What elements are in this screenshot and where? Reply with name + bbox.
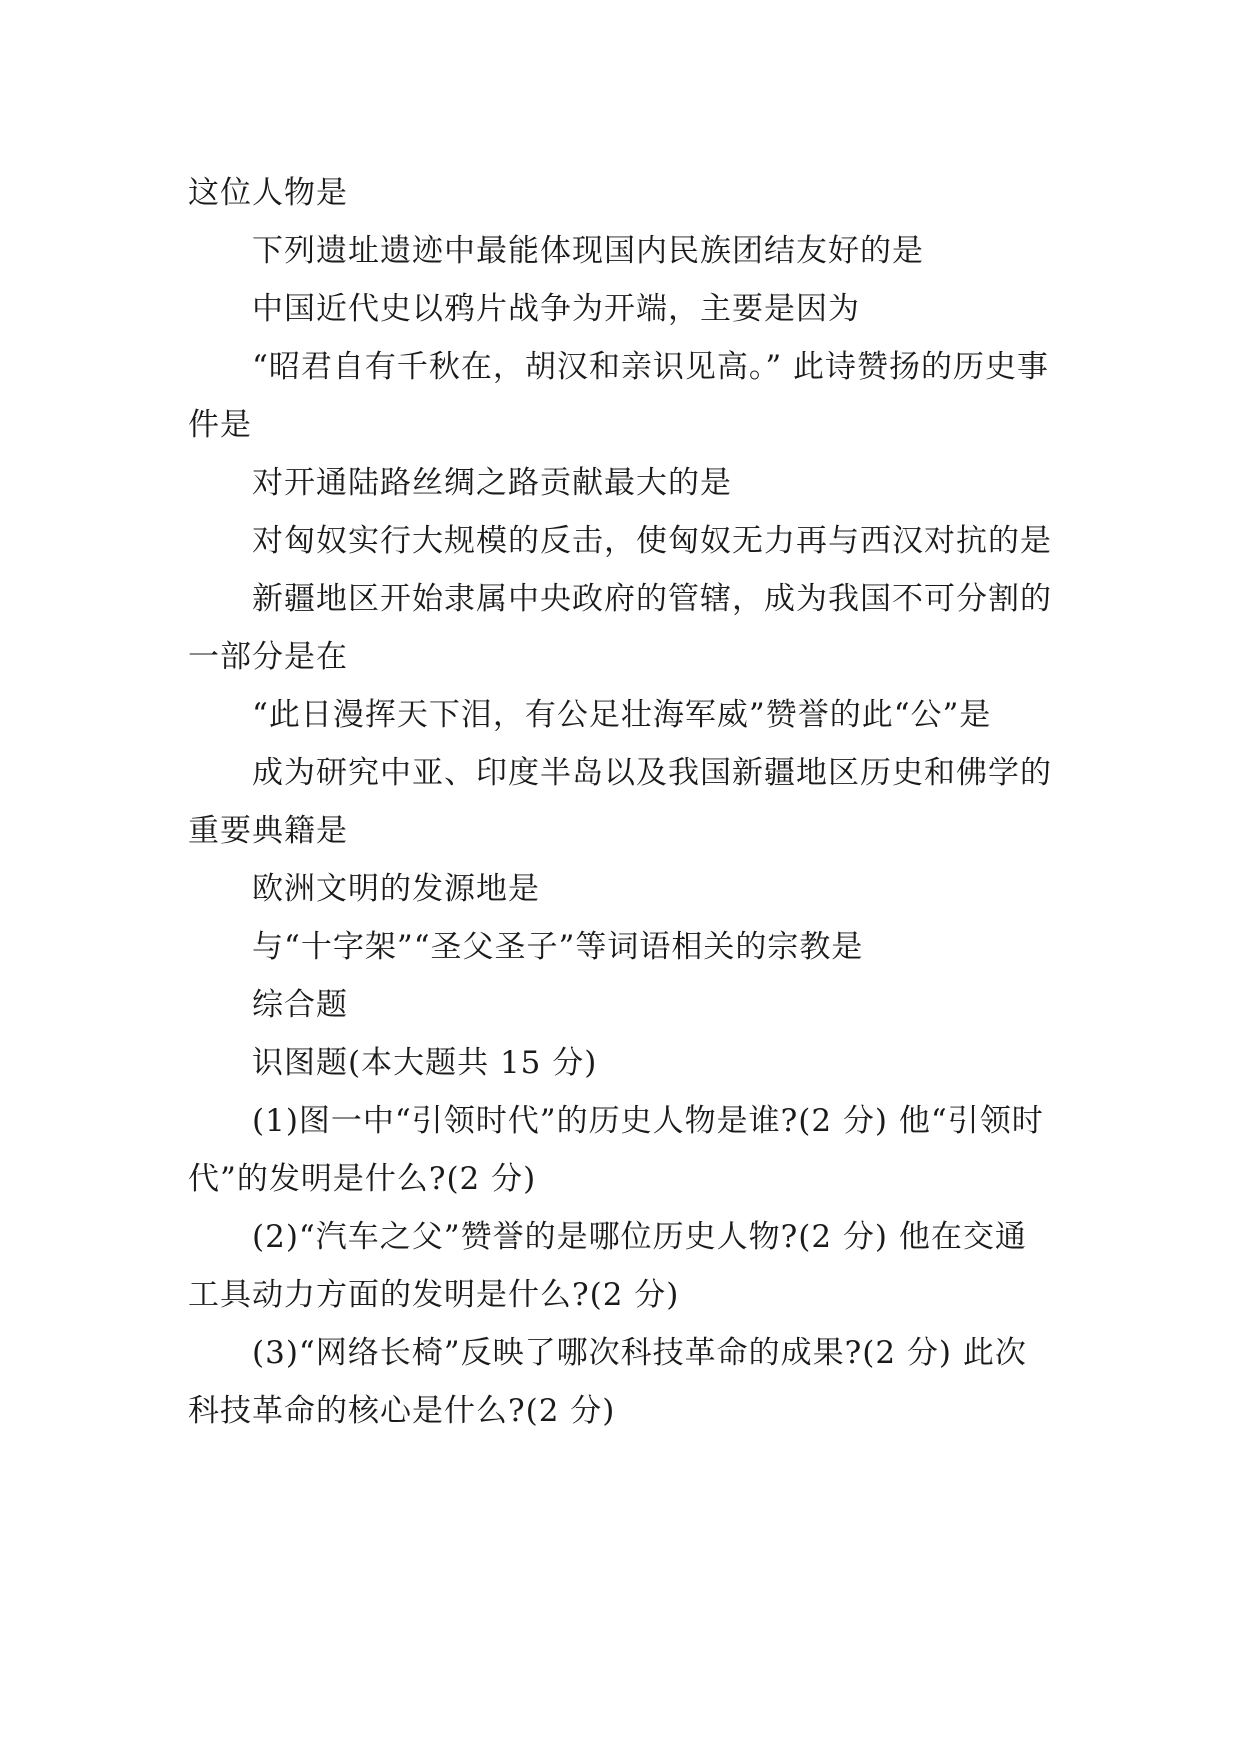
paragraph-3: 中国近代史以鸦片战争为开端，主要是因为 — [252, 291, 860, 327]
paragraph-10: 欧洲文明的发源地是 — [252, 871, 540, 907]
paragraph-4: “昭君自有千秋在，胡汉和亲识见高。” 此诗赞扬的历史事件是 — [188, 349, 1050, 443]
paragraph-5: 对开通陆路丝绸之路贡献最大的是 — [252, 465, 732, 501]
paragraph-7: 新疆地区开始隶属中央政府的管辖，成为我国不可分割的一部分是在 — [188, 581, 1052, 675]
question-3: (3)“网络长椅”反映了哪次科技革命的成果?(2 分) 此次科技革命的核心是什么?(2 分) — [188, 1335, 1027, 1429]
document-body — [188, 164, 1058, 1440]
paragraph-1: 这位人物是 — [188, 175, 348, 211]
question-heading: 识图题(本大题共 15 分) — [252, 1045, 598, 1081]
section-heading: 综合题 — [252, 987, 348, 1023]
paragraph-9: 成为研究中亚、印度半岛以及我国新疆地区历史和佛学的重要典籍是 — [188, 755, 1052, 849]
paragraph-2: 下列遗址遗迹中最能体现国内民族团结友好的是 — [252, 233, 924, 269]
question-1: (1)图一中“引领时代”的历史人物是谁?(2 分) 他“引领时代”的发明是什么?(2 分) — [188, 1103, 1044, 1197]
paragraph-6: 对匈奴实行大规模的反击，使匈奴无力再与西汉对抗的是 — [252, 523, 1052, 559]
question-2: (2)“汽车之父”赞誉的是哪位历史人物?(2 分) 他在交通工具动力方面的发明是什么?(2 分) — [188, 1219, 1027, 1313]
paragraph-8: “此日漫挥天下泪，有公足壮海军威”赞誉的此“公”是 — [252, 697, 992, 733]
paragraph-11: 与“十字架”“圣父圣子”等词语相关的宗教是 — [252, 929, 864, 965]
